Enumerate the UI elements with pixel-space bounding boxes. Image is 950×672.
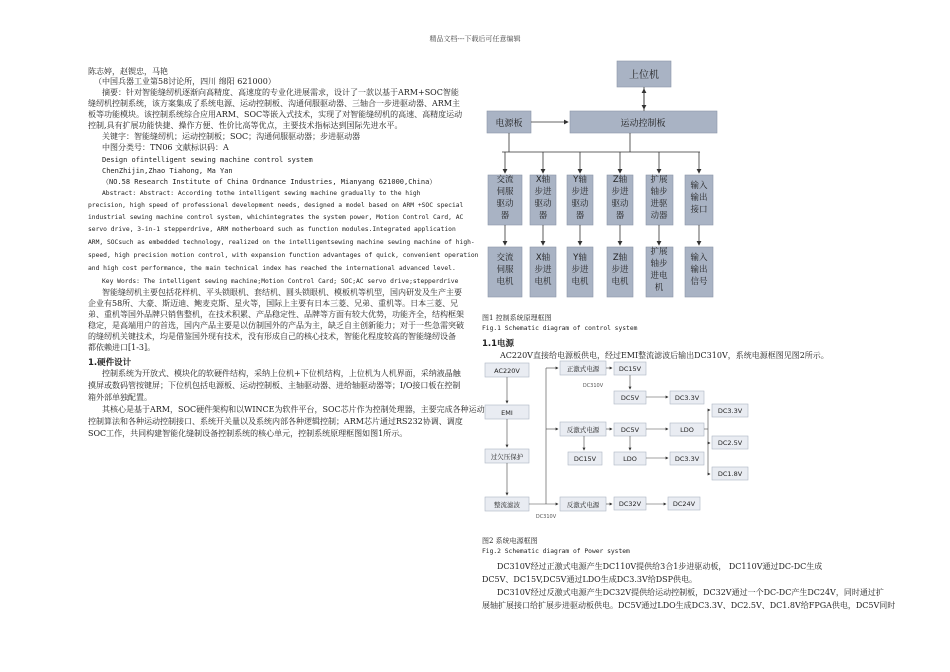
dc24v-label: DC24V	[672, 500, 696, 508]
flyback-psu-label: 反激式电源	[566, 426, 600, 434]
dc33v-label: DC3.3V	[674, 394, 700, 402]
english-abstract-line: servo drive, 3-in-1 stepperdrive, ARM motherboard such as function modules.Integrated application	[88, 226, 456, 233]
control-system-diagram	[480, 54, 740, 310]
intro-line: 的缝纫机关键技术，均是借鉴国外现有技术，没有形成自己的核心技术，智能化程度较高的智能缝纫设备	[88, 332, 456, 341]
ldo-label: LDO	[623, 455, 637, 463]
hardware-line: 其核心是基于ARM，SOC硬件架构和以WINCE为软件平台，SOC芯片作为控制处理器，主要完成各种运动	[102, 405, 485, 414]
driver-label: Y轴步进驱动器	[571, 175, 589, 221]
motor-label: 扩展轴步进电机	[650, 247, 668, 293]
power-paragraph-line: 展轴扩展接口给扩展步进驱动板供电。DC5V通过LDO生成DC3.3V、DC2.5V、DC1.8V给FPGA供电，DC5V同时	[482, 601, 896, 610]
hardware-line: 控制系统为开放式、模块化的软硬件结构，采纳上位机+下位机结构，上位机为人机界面，采纳液晶触	[102, 369, 461, 378]
forward-psu-label: 正激式电源	[566, 365, 600, 373]
english-abstract-line: ARM, SOCsuch as embedded technology, realized on the intelligentsewing machine sewing machine of high-	[88, 239, 475, 246]
ldo-label: LDO	[680, 426, 694, 434]
driver-label: 交流伺服驱动器	[496, 175, 514, 221]
power-paragraph-line: DC310V经过反激式电源产生DC32V提供给运动控制板，DC32V通过一个DC-DC产生DC24V，同时通过扩	[497, 588, 884, 597]
english-abstract-line: precision, high speed of professional development needs, designed a model based on ARM +SOC special	[88, 202, 464, 209]
motion-board-label: 运动控制板	[620, 119, 666, 129]
power-intro: AC220V直接给电源板供电，经过EMI整流滤波后输出DC310V，系统电源框图见图2所示。	[500, 351, 829, 360]
intro-line: 企业有58所、大豪、斯迈迪、鲍麦克斯、星火等，国际上主要有日本三菱、兄弟、重机等。日本三菱、兄	[88, 299, 459, 308]
english-title: Design ofintelligent sewing machine control system	[102, 156, 313, 164]
dc310v-note: DC310V	[582, 383, 604, 389]
dc33v-label: DC3.3V	[674, 455, 700, 463]
motor-label: Y轴步进电机	[571, 253, 589, 287]
english-abstract-line: speed, high precision motion control, with expansion function advantages of quick, convenient operation	[88, 252, 479, 259]
intro-line: 弟、重机等国外品牌只销售整机，在技术积累、产品稳定性、品牌等方面有较大优势，功能齐全，结构框架	[88, 310, 464, 319]
hardware-line: 箱外部单独配置。	[88, 393, 152, 402]
english-authors: ChenZhijin,Zhao Tiahong, Ma Yan	[102, 167, 233, 175]
dc5v-label: DC5V	[620, 394, 640, 402]
motor-label: X轴步进电机	[534, 253, 552, 287]
host-label: 上位机	[629, 70, 659, 81]
classification: 中图分类号：TN06 文献标识码：A	[102, 143, 229, 152]
emi-label: EMI	[501, 409, 513, 417]
abstract-line: 缝纫机控制系统，该方案集成了系统电源、运动控制板、沟通伺服驱动器、三轴合一步进驱动器、ARM主	[88, 99, 460, 108]
motor-label: 输入输出信号	[690, 253, 708, 287]
ac220-label: AC220V	[494, 367, 520, 375]
abstract-line: 控制,具有扩展功能快捷、操作方便、性价比高等优点，主要技术指标达到国际先进水平。	[88, 121, 403, 130]
english-affiliation: （NO.58 Research Institute of China Ordnance Industries, Mianyang 621000,China）	[102, 178, 437, 186]
abstract-line: 板等功能模块。该控制系统综合应用ARM、SOC等嵌入式技术，实现了对智能缝纫机的高速、高精度运动	[88, 110, 463, 119]
motor-label: 交流伺服电机	[496, 253, 514, 287]
hardware-line: 控制算法和各种运动控制接口、系统开关量以及系统内部各种逻辑控制；ARM芯片通过RS232协调、调度	[88, 417, 463, 426]
fig1-caption-en: Fig.1 Schematic diagram of control system	[482, 325, 638, 332]
affiliation: （中国兵器工业第58讨论所，四川 绵阳 621000）	[94, 77, 276, 86]
dc5v-label: DC5V	[620, 426, 640, 434]
fig2-caption-cn: 图2 系统电源框图	[482, 537, 538, 545]
power-system-diagram	[480, 357, 760, 542]
keywords: 关键字：智能缝纫机；运动控制板；SOC；沟通伺服驱动器；步进驱动器	[102, 132, 361, 141]
dc15v-label: DC15V	[618, 365, 642, 373]
dc15v-label: DC15V	[573, 455, 597, 463]
english-abstract-line: Abstract: Abstract: According tothe intelligent sewing machine gradually to the high	[102, 190, 421, 197]
driver-label: 扩展轴步进驱动器	[650, 175, 668, 221]
section-heading-power: 1.1电源	[482, 339, 515, 349]
fig1-caption-cn: 图1 控制系统原理框图	[482, 314, 552, 322]
fig2-caption-en: Fig.2 Schematic diagram of Power system	[482, 548, 630, 555]
power-paragraph-line: DC5V、DC15V,DC5V通过LDO生成DC3.3V给DSP供电。	[482, 575, 698, 584]
overvolt-label: 过欠压保护	[490, 453, 524, 461]
hardware-line: SOC工作，共同构建智能化缝制设备控制系统的核心单元，控制系统原理框图如图1所示。	[88, 429, 408, 438]
authors: 陈志婷，赵锲忠，马艳	[88, 67, 168, 76]
page-header: 精品文档---下载后可任意编辑	[429, 35, 521, 43]
intro-line: 都依赖进口[1-3]。	[88, 343, 156, 352]
out-dc33v-label: DC3.3V	[717, 407, 743, 415]
flyback-psu-label: 反激式电源	[566, 501, 600, 509]
power-paragraph-line: DC310V经过正激式电源产生DC110V提供给3合1步进驱动板， DC110V通过DC-DC生成	[497, 562, 823, 571]
out-dc25v-label: DC2.5V	[717, 439, 743, 447]
intro-line: 智能缝纫机主要包括花样机、平头锁眼机、套结机、圆头锁眼机、模板机等机型，国内研发及生产主要	[102, 288, 462, 297]
dc32v-label: DC32V	[618, 500, 642, 508]
dc310v-note: DC310V	[535, 514, 557, 520]
hardware-line: 摸屏或数码管按键屏；下位机包括电源板、运动控制板、主轴驱动器、进给轴驱动器等；I/O接口板在控制	[88, 381, 461, 390]
section-heading-hardware: 1.硬件设计	[88, 358, 132, 368]
abstract-line: 摘要：针对智能缝纫机逐渐向高精度、高速度的专业化进展需求，设计了一款以基于ARM+SOC智能	[102, 88, 459, 97]
driver-label: Z轴步进驱动器	[611, 175, 629, 221]
english-keywords: Key Words: The intelligent sewing machine;Motion Control Card; SOC;AC servo drive;stepperdrive	[102, 278, 459, 285]
driver-label: 输入输出接口	[690, 181, 708, 215]
driver-label: X轴步进驱动器	[534, 175, 552, 221]
english-abstract-line: industrial sewing machine control system, whichintegrates the system power, Motion Control Card, AC	[88, 214, 464, 221]
rectify-label: 整流滤波	[494, 501, 520, 509]
power-board-label: 电源板	[495, 119, 523, 129]
motor-label: Z轴步进电机	[611, 253, 629, 287]
out-dc18v-label: DC1.8V	[717, 470, 743, 478]
english-abstract-line: and high cost performance, the main technical index has reached the international advanced level.	[88, 265, 456, 272]
intro-line: 稳定，是高端用户的首选，国内产品主要是以仿制国外的产品为主，缺乏自主创新能力；对于一些急需突破	[88, 321, 464, 330]
